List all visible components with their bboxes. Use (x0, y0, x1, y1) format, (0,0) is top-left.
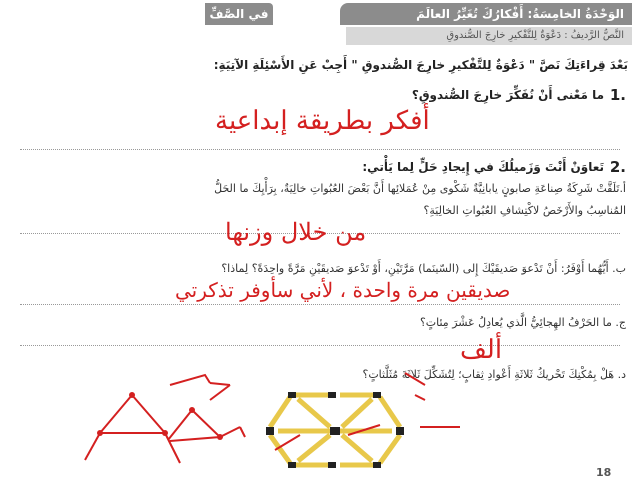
answer-line (20, 148, 620, 150)
instructions: بَعْدَ قِراءَتِكَ نَصَّ " دَعْوَةٌ لِلتَّفْكيرِ خارِجَ الصُّندوقِ " أَجِبْ عَنِ الأَسْئِلَةِ الآتِيَةِ: (213, 58, 628, 72)
q2c-handwritten-answer: ألف (460, 335, 503, 365)
class-label: في الصَّفِّ (205, 3, 273, 25)
q2-text: تَعاوَنْ أَنْتَ وَزَميلُكَ في إِيجادِ حَلٍّ لِما يَأْتي: (362, 160, 604, 174)
q2c-text: ج. ما الحَرْفُ الهِجائِيُّ الَّذي يُعادِلُ عَشْرَ مِئاتٍ؟ (419, 316, 626, 329)
q1-handwritten-answer: أفكر بطريقة إبداعية (215, 106, 430, 136)
q2a-text-line1: أ.تَلَقَّتْ شَرِكَةُ صِناعَةِ صابونٍ يابانِيَّةٌ شَكْوى مِنْ عُمَلائِها أَنَّ بَعْضَ العُبُواتِ خالِيَةٌ، بِرَأْيِكَ ما الحَلُّ (214, 182, 626, 195)
q2-number: 2. (609, 158, 626, 176)
q1-text: ما مَعْنى أَنْ نُفَكِّرَ خارِجَ الصُّندوقِ؟ (411, 88, 604, 102)
q1-number: 1. (609, 86, 626, 104)
unit-title: الوَحْدَةُ الخامِسَةُ: أَفْكارُكَ تُغَيِّرُ العالَمَ (340, 3, 632, 25)
hand-drawn-triangles (85, 373, 460, 463)
answer-line (20, 344, 620, 346)
answer-line (20, 303, 620, 305)
q2a-handwritten-answer: من خلال وزنها (225, 218, 367, 246)
q2a-text-line2: المُناسِبُ والأَرْخَصُ لاكْتِشافِ العُبُواتِ الخالِيَةِ؟ (423, 204, 626, 217)
q2d-text: د. هَلْ بِمُكْنِكَ تَحْريكُ ثَلاثَةِ أَعْوادِ ثِقابٍ؛ لِتُشَكِّلَ ثَلاثَةَ مُثَلَّثاتٍ؟ (362, 368, 626, 381)
q2b-handwritten-answer: صديقين مرة واحدة ، لأني سأوفر تذكرتي (175, 278, 511, 302)
page-number: 18 (596, 466, 612, 479)
matchstick-figure (80, 365, 540, 470)
lesson-subtitle: النَّصُّ الرَّديفُ : دَعْوَةٌ لِلتَّفْكيرِ خارِجَ الصُّندوقِ (346, 27, 632, 45)
q2b-text: ب. أَيُّهُما أَوْفَرُ: أَنْ تَدْعوَ صَديقَيْكَ إِلى (السّينَما) مَرَّتَيْنِ، أَوْ تَدْعوَ صَديقَيْنِ مَرَّةً واحِدَةً؟ لِماذا؟ (221, 262, 626, 275)
